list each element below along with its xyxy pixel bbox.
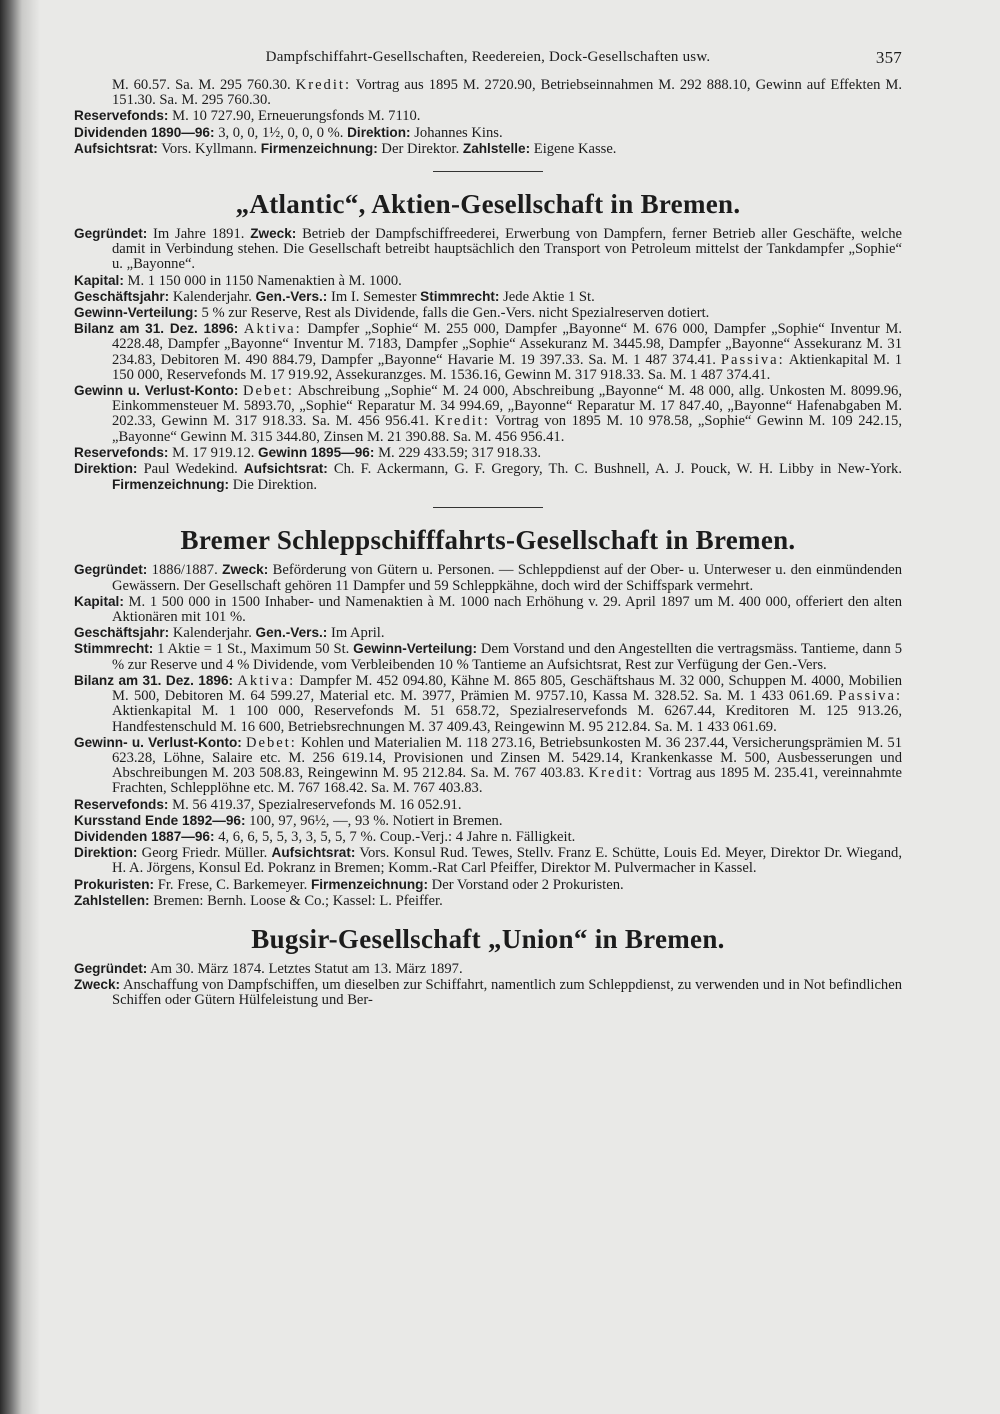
field-label: Gegründet: (74, 960, 148, 976)
bremer-reservefonds (74, 797, 902, 813)
field-text: Passiva: (720, 351, 785, 368)
field-text: Im Jahre 1891. (153, 226, 245, 243)
field-text: Eigene Kasse. (533, 140, 617, 157)
field-label: Gewinn u. Verlust-Konto: (74, 383, 239, 399)
atlantic-guv (74, 383, 902, 445)
field-label: Zweck: (222, 562, 269, 578)
field-text: Kredit: (295, 77, 352, 93)
field-text: Am 30. März 1874. Letztes Statut am 13. März 1897. (150, 960, 463, 977)
section-divider (433, 507, 543, 508)
bremer-guv (74, 735, 902, 797)
field-label: Bilanz am 31. Dez. 1896: (74, 321, 239, 337)
field-text: Fr. Frese, C. Barkemeyer. (157, 876, 308, 893)
field-text: Beförderung von Gütern u. Personen. — Schleppdienst auf der Ober- u. Unterweser u. den einmündenden Gewässern. Der Gesellschaft gehören 11 Dampfer und 59 Schleppkähne, doch wird der Schiffspark vermehrt. (112, 562, 903, 594)
atlantic-gewinnverteilung (74, 305, 902, 321)
field-label: Dividenden 1890—96: (74, 124, 215, 140)
field-label: Reservefonds: (74, 108, 169, 124)
bugsir-section (74, 923, 902, 1009)
field-text: M. 1 150 000 in 1150 Namenaktien à M. 1000. (127, 272, 402, 289)
field-text: Die Direktion. (232, 477, 318, 494)
bremer-section (74, 524, 902, 908)
field-label: Gegründet: (74, 226, 148, 242)
bremer-bilanz (74, 673, 902, 735)
field-text: Der Vorstand oder 2 Prokuristen. (431, 876, 624, 893)
field-label: Zahlstellen: (74, 892, 150, 908)
page-number: 357 (875, 48, 902, 67)
bugsir-gegruendet (74, 961, 902, 977)
running-title: Dampfschiffahrt-Gesellschaften, Reedereien, Dock-Gesellschaften usw. (265, 49, 711, 65)
field-label: Aufsichtsrat: (74, 140, 158, 156)
field-text: Debet: (243, 383, 294, 400)
field-text: Vors. Kyllmann. (161, 140, 258, 157)
prev-reservefonds (74, 108, 902, 124)
atlantic-gegruendet (74, 226, 902, 273)
prev-dividenden (74, 125, 902, 141)
field-text: Abschreibung „Sophie“ M. 24 000, Abschreibung „Bayonne“ M. 48 000, allg. Unkosten M. 8099.96, Einkommensteuer M. 5893.70, „Sophie“ Reparatur M. 34 994.69, „Bayonne“ Reparatur M. 17 847.40, „Bayonne“ Hafenabgaben M. 202.33, Gewinn M. 317 918.33. Sa. M. 456 956.41. (112, 383, 903, 430)
running-head (74, 50, 902, 78)
field-text: Kalenderjahr. (172, 625, 252, 642)
field-label: Prokuristen: (74, 876, 155, 892)
field-text: Vortrag von 1895 M. 10 978.58, „Sophie“ Gewinn M. 109 242.15, „Bayonne“ Gewinn M. 315 344.80, Zinsen M. 21 390.88. Sa. M. 456 956.41. (112, 413, 902, 445)
bremer-title: Bremer Schleppschifffahrts-Gesellschaft in Bremen. (180, 525, 796, 556)
bremer-zahlstellen (74, 893, 902, 909)
field-text: Der Direktor. (381, 140, 460, 157)
field-text: 1 Aktie = 1 St., Maximum 50 St. (157, 641, 350, 658)
bremer-stimmrecht (74, 641, 902, 672)
field-text: M. 1 500 000 in 1500 Inhaber- und Namenaktien à M. 1000 nach Erhöhung v. 29. April 1897 um M. 400 000, offeriert den alten Aktionären mit 101 %. (112, 593, 902, 626)
section-divider (433, 171, 543, 172)
field-text: Bremen: Bernh. Loose & Co.; Kassel: L. Pfeiffer. (153, 892, 443, 909)
field-label: Dividenden 1887—96: (74, 828, 215, 844)
field-text: M. 56 419.37, Spezialreservefonds M. 16 052.91. (172, 796, 462, 813)
atlantic-kapital (74, 273, 902, 289)
atlantic-reservefonds (74, 445, 902, 461)
field-text: Vors. Konsul Rud. Tewes, Stellv. Franz E. Schütte, Louis Ed. Meyer, Direktor Dr. Wiegand, H. A. Jörgens, Konsul Ed. Pokranz in Bremen; Komm.-Rat Carl Pfeiffer, Direktor M. Pulvermacher in Kassel. (112, 845, 902, 877)
field-label: Zweck: (74, 977, 121, 993)
field-label: Kapital: (74, 272, 124, 288)
field-label: Firmenzeichnung: (260, 140, 378, 156)
field-text: Debet: (245, 734, 297, 751)
bugsir-title: Bugsir-Gesellschaft „Union“ in Bremen. (251, 923, 725, 954)
bremer-gegruendet (74, 562, 902, 593)
book-binding-edge (0, 0, 40, 1414)
field-label: Aufsichtsrat: (271, 845, 356, 861)
field-text: Dem Vorstand und den Angestellten die vertragsmäss. Tantieme, dann 5 % zur Reserve und 4 % Dividende, vom Verbleibenden 10 % Tantieme an Aufsichtsrat, Rest zur Verfügung der Gen.-Vers. (112, 641, 902, 673)
field-label: Geschäftsjahr: (74, 288, 170, 304)
field-label: Geschäftsjahr: (74, 625, 170, 641)
field-text: 3, 0, 0, 1½, 0, 0, 0 %. (218, 124, 344, 141)
previous-entry (74, 78, 902, 157)
field-text: Kalenderjahr. (172, 288, 252, 305)
bugsir-zweck (74, 977, 902, 1008)
field-text: Aktienkapital M. 1 150 000, Reservefonds M. 17 919.92, Assekuranzges. M. 1536.16, Gewinn M. 317 918.33. Sa. M. 1 487 374.41. (112, 351, 903, 383)
bremer-prokuristen (74, 877, 902, 893)
field-text: M. 60.57. Sa. M. 295 760.30. (112, 77, 291, 93)
field-text: Dampfer M. 452 094.80, Kähne M. 865 805, Geschäftshaus M. 32 000, Schuppen M. 4000, Mobilien M. 500, Debitoren M. 64 599.27, Material etc. M. 3977, Prämien M. 9757.10, Kassa M. 328.52. Sa. M. 1 433 061.69. (112, 672, 902, 705)
field-text: 4, 6, 6, 5, 5, 3, 3, 5, 5, 7 %. Coup.-Verj.: 4 Jahre n. Fälligkeit. (218, 828, 576, 845)
field-text: Im I. Semester (330, 288, 417, 305)
field-text: Vortrag aus 1895 M. 235.41, vereinnahmte Frachten, Schlepplöhne etc. M. 767 168.42. Sa. M. 767 403.83. (112, 765, 902, 797)
field-text: Johannes Kins. (414, 124, 503, 141)
bremer-dividenden (74, 829, 902, 845)
field-text: Passiva: (838, 688, 903, 705)
field-text: M. 17 919.12. (172, 444, 255, 461)
field-label: Gewinn 1895—96: (258, 444, 375, 460)
field-text: Aktiva: (243, 321, 302, 338)
field-label: Zahlstelle: (462, 140, 531, 156)
field-label: Direktion: (347, 124, 411, 140)
field-label: Reservefonds: (74, 444, 169, 460)
field-text: Vortrag aus 1895 M. 2720.90, Betriebseinnahmen M. 292 888.10, Gewinn auf Effekten M. 151.30. Sa. M. 295 760.30. (112, 77, 903, 109)
field-label: Gewinn-Verteilung: (353, 641, 478, 657)
field-text: Aktienkapital M. 1 100 000, Reservefonds M. 51 658.72, Spezialreservefonds M. 6267.44, Kreditoren M. 125 913.26, Handfestenschuld M. 16 600, Betriebsrechnungen M. 37 409.43, Reingewinn M. 95 212.84. Sa. M. 1 433 061.69. (112, 703, 902, 735)
atlantic-bilanz (74, 321, 902, 383)
field-text: 1886/1887. (151, 562, 218, 579)
bremer-direktion (74, 845, 902, 876)
field-label: Gen.-Vers.: (255, 625, 328, 641)
field-label: Gegründet: (74, 562, 148, 578)
field-label: Gen.-Vers.: (255, 288, 328, 304)
field-text: 5 % zur Reserve, Rest als Dividende, falls die Gen.-Vers. nicht Spezialreserven dotiert. (201, 305, 710, 322)
field-label: Reservefonds: (74, 796, 169, 812)
field-text: Kredit: (588, 765, 644, 782)
field-text: Jede Aktie 1 St. (503, 288, 595, 305)
field-text: Im April. (330, 625, 385, 642)
field-text: Anschaffung von Dampfschiffen, um dieselben zur Schiffahrt, namentlich zum Schleppdienst, zu verwenden und in Not befindlichen Schiffen oder Gütern Hülfeleistung und Ber- (112, 977, 902, 1009)
atlantic-geschaeftsjahr (74, 289, 902, 305)
field-label: Direktion: (74, 845, 138, 861)
bremer-kapital (74, 594, 902, 625)
field-label: Kursstand Ende 1892—96: (74, 812, 246, 828)
atlantic-section (74, 188, 902, 493)
field-label: Bilanz am 31. Dez. 1896: (74, 672, 234, 688)
field-label: Firmenzeichnung: (112, 477, 230, 493)
field-text: Paul Wedekind. (143, 461, 238, 478)
book-page (74, 50, 902, 1009)
field-text: Betrieb der Dampfschiffreederei, Erwerbung von Dampfern, ferner Betrieb aller Geschäfte, welche damit in Verbindung stehen. Die Gesellschaft betreibt hauptsächlich den Transport von Petroleum mittelst der Tankdampfer „Sophie“ u. „Bayonne“. (112, 226, 903, 273)
bremer-kursstand (74, 813, 902, 829)
field-text: M. 10 727.90, Erneuerungsfonds M. 7110. (172, 108, 421, 125)
prev-guv-continuation (74, 78, 902, 108)
field-text: Dampfer „Sophie“ M. 255 000, Dampfer „Bayonne“ M. 676 000, Dampfer „Sophie“ Inventur M. 4228.48, Dampfer „Bayonne“ Inventur M. 7183, Dampfer „Sophie“ Assekuranz M. 3445.98, Dampfer „Bayonne“ Assekuranz M. 31 234.83, Debitoren M. 490 884.79, Dampfer „Bayonne“ Havarie M. 19 397.33. Sa. M. 1 487 374.41. (112, 321, 902, 368)
field-label: Gewinn- u. Verlust-Konto: (74, 734, 242, 750)
prev-aufsichtsrat (74, 141, 902, 157)
field-text: M. 229 433.59; 317 918.33. (378, 444, 542, 461)
field-text: Kredit: (434, 413, 490, 430)
field-label: Zweck: (250, 226, 297, 242)
field-text: Aktiva: (237, 672, 296, 689)
field-label: Stimmrecht: (74, 641, 154, 657)
field-text: Georg Friedr. Müller. (141, 845, 268, 862)
bremer-geschaeftsjahr (74, 625, 902, 641)
field-label: Gewinn-Verteilung: (74, 305, 198, 321)
atlantic-title: „Atlantic“, Aktien-Gesellschaft in Bremen. (235, 189, 741, 220)
field-label: Stimmrecht: (420, 288, 500, 304)
field-label: Aufsichtsrat: (243, 461, 328, 477)
field-text: Kohlen und Materialien M. 118 273.16, Betriebsunkosten M. 36 237.44, Versicherungsprämien M. 51 623.28, Löhne, Salaire etc. M. 256 619.14, Provisionen und Zinsen M. 5429.14, Krankenkasse M. 500, Ausbesserungen und Abschreibungen M. 203 508.83, Reingewinn M. 95 212.84. Sa. M. 767 403.83. (112, 734, 902, 782)
field-label: Kapital: (74, 593, 124, 609)
field-label: Firmenzeichnung: (310, 876, 429, 892)
field-text: 100, 97, 96½, —, 93 %. Notiert in Bremen. (249, 812, 503, 829)
atlantic-direktion (74, 461, 902, 493)
field-text: Ch. F. Ackermann, G. F. Gregory, Th. C. Bushnell, A. J. Pouck, W. H. Libby in New-York. (333, 461, 902, 478)
field-label: Direktion: (74, 461, 138, 477)
